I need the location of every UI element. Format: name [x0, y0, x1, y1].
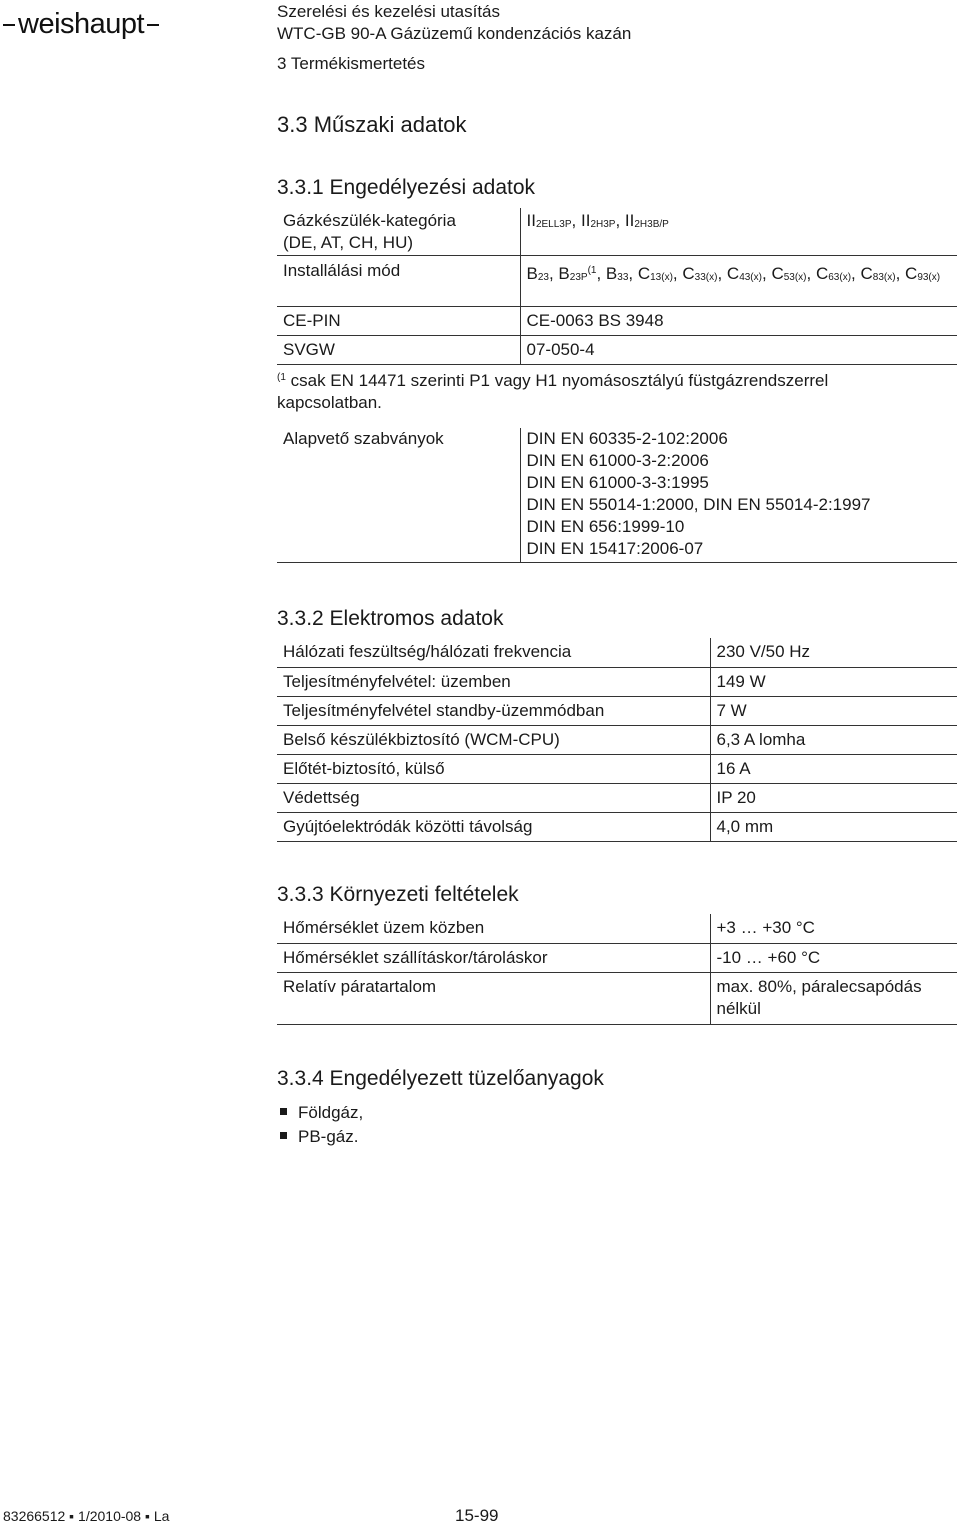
table-row	[277, 812, 957, 841]
environment-heading: 3.3.3 Környezeti feltételek	[277, 883, 519, 906]
approval-heading: 3.3.1 Engedélyezési adatok	[277, 176, 536, 199]
list-item: PB-gáz.	[280, 1125, 363, 1149]
row-label: Teljesítményfelvétel: üzemben	[277, 667, 710, 696]
standard-item: DIN EN 60335-2-102:2006	[526, 429, 728, 448]
standard-item: DIN EN 61000-3-2:2006	[526, 451, 709, 470]
row-value: CE-0063 BS 3948	[520, 306, 957, 335]
table-row	[277, 783, 957, 812]
row-value: 16 A	[710, 754, 957, 783]
row-label: Belső készülékbiztosító (WCM-CPU)	[277, 725, 710, 754]
footer-doc-number: 83266512 ▪ 1/2010-08 ▪ La	[3, 1508, 170, 1524]
footnote: $^{(1}$ csak EN 14471 szerinti P1 vagy H1 nyomásosztályú füstgázrendszerrel kapcsolatban.	[277, 371, 829, 412]
row-value: IP 20	[710, 783, 957, 812]
table-row	[277, 943, 957, 972]
product-name: WTC-GB 90-A Gázüzemű kondenzációs kazán	[277, 24, 632, 43]
row-label: Hőmérséklet üzem közben	[277, 914, 710, 943]
row-value: 7 W	[710, 696, 957, 725]
chapter-title: 3 Termékismertetés	[277, 54, 426, 73]
row-label: Gázkészülék-kategória (DE, AT, CH, HU)	[277, 208, 520, 255]
standards-list	[520, 428, 957, 563]
electrical-table	[277, 638, 957, 842]
standard-item: DIN EN 15417:2006-07	[526, 539, 704, 558]
row-value: 149 W	[710, 667, 957, 696]
table-row	[277, 754, 957, 783]
gas-category-value: $II_{2ELL3P}$, $II_{2H3P}$, $II_{2H3B/P}$	[520, 208, 957, 255]
fuels-list	[280, 1101, 363, 1149]
weishaupt-logo: weishaupt	[0, 8, 162, 41]
row-label: CE-PIN	[277, 306, 520, 335]
electrical-heading: 3.3.2 Elektromos adatok	[277, 607, 504, 630]
fuels-heading: 3.3.4 Engedélyezett tüzelőanyagok	[277, 1067, 604, 1090]
table-row	[277, 667, 957, 696]
row-label: Gyújtóelektródák közötti távolság	[277, 812, 710, 841]
install-mode-value: $B_{23}$, $B_{23P}^{(1}$, $B_{33}$, $C_{13(x)}$, $C_{33(x)}$, $C_{43(x)}$, $C_{53(x)}$, $C_{63(x)}$, $C_{83(x)}$, $C_{93(x)}$	[520, 255, 957, 306]
table-row	[277, 306, 957, 335]
table-row	[277, 335, 957, 364]
doc-title: Szerelési és kezelési utasítás	[277, 2, 500, 21]
table-row	[277, 914, 957, 943]
standard-item: DIN EN 656:1999-10	[526, 517, 685, 536]
row-label: Hőmérséklet szállításkor/tároláskor	[277, 943, 710, 972]
row-label: Előtét-biztosító, külső	[277, 754, 710, 783]
row-label: SVGW	[277, 335, 520, 364]
row-label: Installálási mód	[277, 255, 520, 306]
list-item: Földgáz,	[280, 1101, 363, 1125]
table-row	[277, 255, 957, 306]
environment-table	[277, 914, 957, 1025]
standards-table	[277, 428, 957, 563]
row-label: Védettség	[277, 783, 710, 812]
row-value: 6,3 A lomha	[710, 725, 957, 754]
section-title: 3.3 Műszaki adatok	[277, 112, 467, 137]
approval-table	[277, 208, 957, 365]
standard-item: DIN EN 55014-1:2000, DIN EN 55014-2:1997	[526, 495, 871, 514]
table-row	[277, 208, 957, 255]
table-row	[277, 725, 957, 754]
row-value: 07-050-4	[520, 335, 957, 364]
row-value: 230 V/50 Hz	[710, 638, 957, 667]
row-label: Teljesítményfelvétel standby-üzemmódban	[277, 696, 710, 725]
row-value: +3 … +30 °C	[710, 914, 957, 943]
row-label: Alapvető szabványok	[277, 428, 520, 563]
row-label: Hálózati feszültség/hálózati frekvencia	[277, 638, 710, 667]
row-label: Relatív páratartalom	[277, 972, 710, 1024]
row-value: max. 80%, páralecsapódás nélkül	[710, 972, 957, 1024]
table-row	[277, 428, 957, 563]
row-value: -10 … +60 °C	[710, 943, 957, 972]
standard-item: DIN EN 61000-3-3:1995	[526, 473, 709, 492]
table-row	[277, 972, 957, 1024]
table-row	[277, 696, 957, 725]
row-value: 4,0 mm	[710, 812, 957, 841]
table-row	[277, 638, 957, 667]
page-number: 15-99	[455, 1506, 499, 1525]
